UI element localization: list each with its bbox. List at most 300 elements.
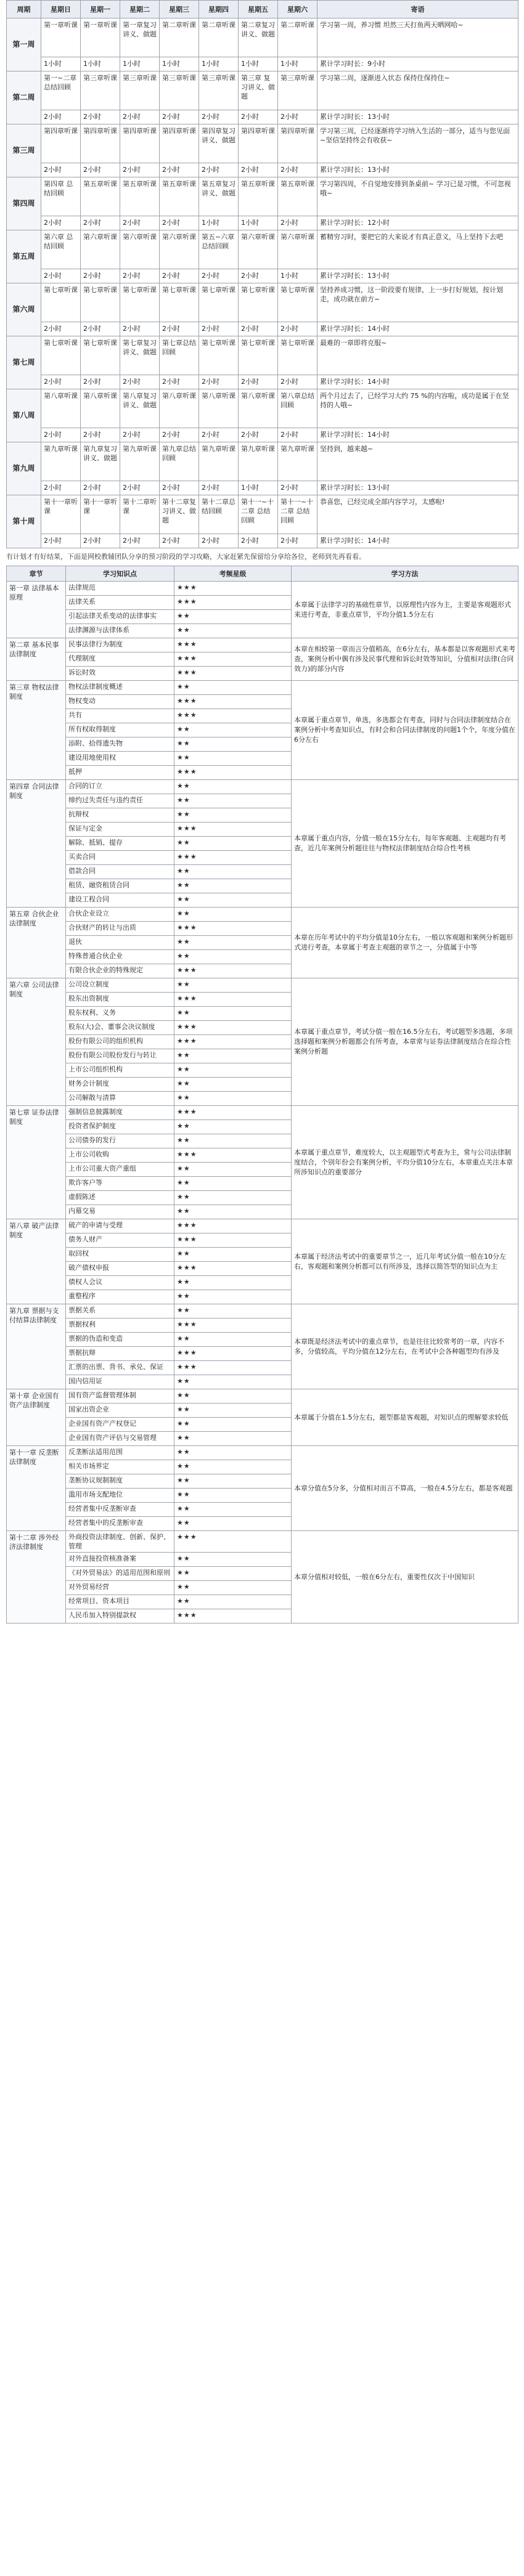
day-task: 第六章 总结回顾 (41, 230, 81, 269)
day-task: 第十一~十二章 总结回顾 (239, 495, 278, 534)
day-hours: 2小时 (199, 481, 239, 495)
day-task: 第八章听课 (199, 389, 239, 428)
knowledge-point: 债务人财产 (66, 1233, 174, 1248)
week-task-row (7, 177, 518, 216)
knowledge-point: 对外直接投资核准备案 (66, 1553, 174, 1567)
week-label: 第一周 (7, 18, 41, 71)
frequency-stars: ★★ (174, 624, 292, 638)
knowledge-point: 公司设立制度 (66, 978, 174, 993)
frequency-stars: ★★★ (174, 1262, 292, 1276)
day-hours: 2小时 (120, 534, 160, 548)
knowledge-point: 有限合伙企业的特殊规定 (66, 964, 174, 978)
day-hours: 2小时 (81, 216, 120, 230)
day-task: 第三章听课 (160, 71, 199, 110)
frequency-stars: ★★★ (174, 1021, 292, 1035)
day-task: 第七章听课 (239, 283, 278, 322)
day-hours: 2小时 (239, 534, 278, 548)
schedule-header-cell: 星期日 (41, 1, 81, 18)
day-hours: 2小时 (81, 269, 120, 283)
week-task-row (7, 495, 518, 534)
day-hours: 2小时 (160, 481, 199, 495)
day-hours: 2小时 (239, 110, 278, 124)
knowledge-point: 投资者保护制度 (66, 1120, 174, 1134)
day-task: 第七章听课 (81, 336, 120, 375)
frequency-stars: ★★ (174, 1489, 292, 1503)
week-label: 第十周 (7, 495, 41, 548)
frequency-stars: ★★★ (174, 1035, 292, 1049)
frequency-stars: ★★ (174, 610, 292, 624)
day-task: 第七章听课 (81, 283, 120, 322)
schedule-header-cell: 周期 (7, 1, 41, 18)
day-hours: 1小时 (239, 57, 278, 71)
week-task-row (7, 336, 518, 375)
day-hours: 2小时 (160, 322, 199, 336)
week-total: 累计学习时长：13小时 (317, 481, 518, 495)
method-header-cell: 考频星级 (174, 566, 292, 582)
schedule-header-cell: 星期四 (199, 1, 239, 18)
week-hours-row (7, 163, 518, 177)
day-hours: 2小时 (160, 216, 199, 230)
knowledge-point: 上市公司组织机构 (66, 1063, 174, 1078)
study-method: 本章属于法律学习的基础性章节，以原理性内容为主，主要是客观题形式来进行考查，非重点章节，平均分值1.5分左右 (292, 582, 518, 638)
day-hours: 1小时 (278, 57, 317, 71)
day-hours: 2小时 (41, 322, 81, 336)
week-hours-row (7, 481, 518, 495)
method-header-cell: 学习知识点 (66, 566, 174, 582)
day-task: 第六章听课 (81, 230, 120, 269)
frequency-stars: ★★ (174, 1163, 292, 1177)
day-hours: 2小时 (160, 375, 199, 389)
frequency-stars: ★★ (174, 950, 292, 964)
day-hours: 2小时 (278, 216, 317, 230)
study-method: 本章属于重点章节，难度较大，以主观题型式考查为主，常与公司法律制度结合，个别年份会有案例分析，平均分值10分左右，本章重点关注本章所涉知识点的重要部分 (292, 1106, 518, 1219)
knowledge-point: 上市公司收购 (66, 1148, 174, 1163)
week-total: 累计学习时长：12小时 (317, 216, 518, 230)
day-task: 第十一~十二章 总结回顾 (278, 495, 317, 534)
day-hours: 2小时 (41, 269, 81, 283)
day-hours: 2小时 (120, 163, 160, 177)
knowledge-point: 重整程序 (66, 1290, 174, 1304)
day-hours: 2小时 (278, 534, 317, 548)
knowledge-point: 破产的申请与受理 (66, 1219, 174, 1233)
frequency-stars: ★★ (174, 1248, 292, 1262)
knowledge-point: 合伙财产的转让与出质 (66, 922, 174, 936)
day-task: 第一章听课 (41, 18, 81, 57)
frequency-stars: ★★ (174, 1389, 292, 1404)
knowledge-point: 特殊普通合伙企业 (66, 950, 174, 964)
knowledge-point: 法律渊源与法律体系 (66, 624, 174, 638)
day-hours: 1小时 (199, 216, 239, 230)
day-task: 第九章复习讲义、做题 (81, 442, 120, 481)
day-task: 第一章复习讲义、做题 (120, 18, 160, 57)
week-tip: 学习第四周，不自觉地安排到条桌前~ 学习已是习惯，不可忽视哦~ (317, 177, 518, 216)
day-hours: 2小时 (239, 163, 278, 177)
knowledge-point: 票据的伪造和变造 (66, 1333, 174, 1347)
day-hours: 2小时 (160, 534, 199, 548)
week-tip: 学习第三周，已经逐渐将学习纳入生活的一部分，适当与您见面~坚信坚持终会有收获~ (317, 124, 518, 163)
week-tip: 蓄精穷习时，要把它的大来说才有真正意义，马上坚持下去吧 (317, 230, 518, 269)
schedule-header-cell: 星期三 (160, 1, 199, 18)
day-hours: 2小时 (239, 322, 278, 336)
day-task: 第六章听课 (239, 230, 278, 269)
day-task: 第七章听课 (278, 336, 317, 375)
week-task-row (7, 283, 518, 322)
week-label: 第四周 (7, 177, 41, 230)
frequency-stars: ★★★ (174, 766, 292, 780)
knowledge-point: 股东(大)会、董事会决议制度 (66, 1021, 174, 1035)
week-label: 第六周 (7, 283, 41, 336)
knowledge-point: 国家出资企业 (66, 1404, 174, 1418)
method-row (7, 638, 518, 652)
day-hours: 2小时 (160, 110, 199, 124)
knowledge-point: 物权法律制度概述 (66, 681, 174, 695)
frequency-stars: ★★★ (174, 638, 292, 652)
frequency-stars: ★★ (174, 737, 292, 752)
schedule-header-cell: 星期五 (239, 1, 278, 18)
chapter-name: 第十章 企业国有资产法律制度 (7, 1389, 66, 1446)
week-total: 累计学习时长：14小时 (317, 375, 518, 389)
study-method: 本章属于重点章节，单选，多选都会有考查，同时与合同法律制度结合在案例分析中考查知识点，有时会和合同法律制度的问题1个个，年度分值在6分左右 (292, 681, 518, 780)
knowledge-point: 股份有限公司股份发行与转让 (66, 1049, 174, 1063)
method-row (7, 1219, 518, 1233)
day-task: 第四章 总结回顾 (41, 177, 81, 216)
day-task: 第七章复习讲义、做题 (120, 336, 160, 375)
frequency-stars: ★★★ (174, 652, 292, 667)
week-hours-row (7, 375, 518, 389)
frequency-stars: ★★★ (174, 851, 292, 865)
knowledge-point: 缔约过失责任与违约责任 (66, 794, 174, 808)
knowledge-point: 退伙 (66, 936, 174, 950)
day-hours: 2小时 (41, 375, 81, 389)
week-hours-row (7, 428, 518, 442)
knowledge-point: 解除、抵销、提存 (66, 837, 174, 851)
knowledge-point: 反垄断法适用范围 (66, 1446, 174, 1460)
frequency-stars: ★★★ (174, 1361, 292, 1375)
day-task: 第五章听课 (160, 177, 199, 216)
frequency-stars: ★★ (174, 1276, 292, 1290)
method-header-row (7, 566, 518, 582)
frequency-stars: ★★ (174, 1553, 292, 1567)
schedule-header-cell: 星期二 (120, 1, 160, 18)
knowledge-point: 强制信息披露制度 (66, 1106, 174, 1120)
schedule-header-row (7, 1, 518, 18)
chapter-name: 第五章 合伙企业法律制度 (7, 908, 66, 978)
day-task: 第六章听课 (160, 230, 199, 269)
knowledge-point: 合同的订立 (66, 780, 174, 794)
day-hours: 2小时 (278, 163, 317, 177)
day-hours: 1小时 (239, 216, 278, 230)
week-tip: 学习第二周，逐渐进入状态 保持住保持住~ (317, 71, 518, 110)
study-method-table (6, 566, 518, 1623)
week-task-row (7, 389, 518, 428)
frequency-stars: ★★★ (174, 1318, 292, 1333)
day-task: 第二章听课 (160, 18, 199, 57)
day-hours: 2小时 (41, 534, 81, 548)
day-task: 第四章听课 (81, 124, 120, 163)
day-hours: 2小时 (278, 375, 317, 389)
week-total: 累计学习时长：14小时 (317, 428, 518, 442)
frequency-stars: ★★★ (174, 964, 292, 978)
knowledge-point: 票据权利 (66, 1318, 174, 1333)
chapter-name: 第十二章 涉外经济法律制度 (7, 1531, 66, 1623)
frequency-stars: ★★ (174, 978, 292, 993)
day-hours: 2小时 (239, 375, 278, 389)
knowledge-point: 汇票的出票、背书、承兑、保证 (66, 1361, 174, 1375)
day-hours: 2小时 (120, 322, 160, 336)
frequency-stars: ★★★ (174, 823, 292, 837)
knowledge-point: 建设工程合同 (66, 893, 174, 908)
week-task-row (7, 442, 518, 481)
study-method: 本章在历年考试中的平均分值是10分左右，一般以客观题和案例分析题形式进行考查，本章属于考查主观题的章节之一，分值属于中等 (292, 908, 518, 978)
day-hours: 2小时 (120, 269, 160, 283)
knowledge-point: 企业国有资产评估与交易管理 (66, 1432, 174, 1446)
knowledge-point: 抗辩权 (66, 808, 174, 823)
day-task: 第五章听课 (278, 177, 317, 216)
day-hours: 1小时 (239, 481, 278, 495)
knowledge-point: 票据抗辩 (66, 1347, 174, 1361)
week-hours-row (7, 57, 518, 71)
knowledge-point: 股东出资制度 (66, 993, 174, 1007)
week-hours-row (7, 534, 518, 548)
day-task: 第八章听课 (160, 389, 199, 428)
knowledge-point: 外商投资法律制度、创新、保护、管理 (66, 1531, 174, 1553)
knowledge-point: 所有权取得制度 (66, 723, 174, 737)
method-row (7, 1389, 518, 1404)
week-tip: 学习第一周，养习惯 坦然三天打鱼两天晒网哈~ (317, 18, 518, 57)
day-task: 第八章复习讲义、做题 (120, 389, 160, 428)
day-hours: 1小时 (199, 57, 239, 71)
day-hours: 2小时 (199, 110, 239, 124)
frequency-stars: ★★★ (174, 1148, 292, 1163)
frequency-stars: ★★ (174, 794, 292, 808)
day-hours: 2小时 (120, 428, 160, 442)
day-hours: 2小时 (41, 163, 81, 177)
week-label: 第九周 (7, 442, 41, 495)
frequency-stars: ★★★ (174, 1233, 292, 1248)
frequency-stars: ★★ (174, 1191, 292, 1205)
week-total: 累计学习时长：14小时 (317, 534, 518, 548)
knowledge-point: 企业国有资产产权登记 (66, 1418, 174, 1432)
knowledge-point: 对外贸易经营 (66, 1581, 174, 1595)
knowledge-point: 票据关系 (66, 1304, 174, 1318)
week-hours-row (7, 110, 518, 124)
day-task: 第九章听课 (41, 442, 81, 481)
study-method: 本章在相较第一章而言分值稍高，在6分左右，基本都是以客观题形式来考查，案例分析中偶有涉及民事代理和诉讼时效等知识，分值相对法律(合同效力)的部分内容 (292, 638, 518, 681)
day-hours: 2小时 (120, 481, 160, 495)
frequency-stars: ★★★ (174, 1106, 292, 1120)
day-task: 第四章听课 (278, 124, 317, 163)
day-task: 第七章总结回顾 (160, 336, 199, 375)
frequency-stars: ★★ (174, 808, 292, 823)
frequency-stars: ★★ (174, 1581, 292, 1595)
frequency-stars: ★★ (174, 1304, 292, 1318)
day-hours: 2小时 (278, 428, 317, 442)
day-hours: 2小时 (81, 163, 120, 177)
day-task: 第五章听课 (239, 177, 278, 216)
frequency-stars: ★★ (174, 893, 292, 908)
knowledge-point: 建设用地使用权 (66, 752, 174, 766)
frequency-stars: ★★★ (174, 695, 292, 709)
knowledge-point: 欺诈客户等 (66, 1177, 174, 1191)
day-task: 第四章听课 (160, 124, 199, 163)
week-task-row (7, 18, 518, 57)
day-task: 第七章听课 (41, 336, 81, 375)
knowledge-point: 买卖合同 (66, 851, 174, 865)
frequency-stars: ★★ (174, 1432, 292, 1446)
week-label: 第三周 (7, 124, 41, 177)
frequency-stars: ★★★ (174, 922, 292, 936)
day-task: 第四章听课 (239, 124, 278, 163)
week-task-row (7, 71, 518, 110)
knowledge-point: 保证与定金 (66, 823, 174, 837)
day-hours: 2小时 (199, 322, 239, 336)
knowledge-point: 经常项目、资本项目 (66, 1595, 174, 1609)
frequency-stars: ★★ (174, 837, 292, 851)
knowledge-point: 公司债券的发行 (66, 1134, 174, 1148)
study-method: 本章属于经济法考试中的重要章节之一，近几年考试分值一般在10分左右，客观题和案例分析都可以有所涉及，选择以简答型的知识点为主 (292, 1219, 518, 1304)
method-row (7, 1446, 518, 1460)
day-task: 第三章听课 (81, 71, 120, 110)
week-tip: 恭喜您，已经完成全部内容学习，太感啦! (317, 495, 518, 534)
method-row (7, 1106, 518, 1120)
day-task: 第二章听课 (199, 18, 239, 57)
day-hours: 1小时 (81, 57, 120, 71)
day-task: 第四章复习讲义、做题 (199, 124, 239, 163)
knowledge-point: 公司解散与清算 (66, 1092, 174, 1106)
week-label: 第二周 (7, 71, 41, 124)
knowledge-point: 租赁、融资租赁合同 (66, 879, 174, 893)
day-task: 第八章总结回顾 (278, 389, 317, 428)
knowledge-point: 代理制度 (66, 652, 174, 667)
knowledge-point: 民事法律行为制度 (66, 638, 174, 652)
day-hours: 1小时 (278, 269, 317, 283)
day-task: 第十二章听课 (120, 495, 160, 534)
frequency-stars: ★★ (174, 1007, 292, 1021)
frequency-stars: ★★ (174, 681, 292, 695)
method-row (7, 1531, 518, 1553)
knowledge-point: 合伙企业设立 (66, 908, 174, 922)
week-task-row (7, 124, 518, 163)
knowledge-point: 破产债权申报 (66, 1262, 174, 1276)
week-total: 累计学习时长：13小时 (317, 269, 518, 283)
day-task: 第七章听课 (199, 336, 239, 375)
frequency-stars: ★★ (174, 1517, 292, 1531)
day-hours: 2小时 (81, 110, 120, 124)
day-task: 第四章听课 (41, 124, 81, 163)
day-task: 第七章听课 (120, 283, 160, 322)
study-method: 本章属于重点内容，分值一般在15分左右，每年客观题、主观题均有考查，近几年案例分析题往往与物权法律制度结合综合性考核 (292, 780, 518, 908)
frequency-stars: ★★ (174, 1418, 292, 1432)
frequency-stars: ★★ (174, 1446, 292, 1460)
day-hours: 2小时 (160, 163, 199, 177)
week-total: 累计学习时长：13小时 (317, 163, 518, 177)
knowledge-point: 取回权 (66, 1248, 174, 1262)
day-hours: 2小时 (81, 428, 120, 442)
week-tip: 坚持到，越来越~ (317, 442, 518, 481)
frequency-stars: ★★ (174, 1134, 292, 1148)
study-method: 本章既是经济法考试中的重点章节，也是往往比较常考的一章，内容不多，分值较高，平均分值在12分左右，在考试中会各种题型均有涉及 (292, 1304, 518, 1389)
knowledge-point: 法律规范 (66, 582, 174, 596)
frequency-stars: ★★ (174, 752, 292, 766)
week-tip: 坚持养成习惯，这一阶段要有规律，上一步打好规划，按计划走，成功就在前方~ (317, 283, 518, 322)
study-method: 本章分值相对较低，一般在6分左右，重要性仅次于中国知识 (292, 1531, 518, 1623)
day-hours: 1小时 (41, 57, 81, 71)
day-task: 第三章 复习讲义、做题 (239, 71, 278, 110)
frequency-stars: ★★ (174, 936, 292, 950)
day-hours: 2小时 (120, 375, 160, 389)
day-hours: 2小时 (278, 481, 317, 495)
day-task: 第一~二章 总结回顾 (41, 71, 81, 110)
day-hours: 1小时 (160, 57, 199, 71)
frequency-stars: ★★★ (174, 1347, 292, 1361)
schedule-header-cell: 星期六 (278, 1, 317, 18)
day-hours: 2小时 (41, 216, 81, 230)
frequency-stars: ★★ (174, 1567, 292, 1581)
knowledge-point: 人民币加入特别提款权 (66, 1609, 174, 1623)
schedule-header-cell: 星期一 (81, 1, 120, 18)
week-label: 第七周 (7, 336, 41, 389)
week-label: 第五周 (7, 230, 41, 283)
day-task: 第十一章听课 (81, 495, 120, 534)
knowledge-point: 国有资产监督管理体制 (66, 1389, 174, 1404)
frequency-stars: ★★ (174, 1049, 292, 1063)
week-hours-row (7, 322, 518, 336)
frequency-stars: ★★★ (174, 993, 292, 1007)
week-tip: 两个月过去了，已经学习大约 75 %的内容啦，成功是属于在坚持的人哦~ (317, 389, 518, 428)
frequency-stars: ★★★ (174, 596, 292, 610)
frequency-stars: ★★★ (174, 582, 292, 596)
frequency-stars: ★★★ (174, 1219, 292, 1233)
frequency-stars: ★★ (174, 1205, 292, 1219)
knowledge-point: 相关市场界定 (66, 1460, 174, 1474)
knowledge-point: 抵押 (66, 766, 174, 780)
week-total: 累计学习时长：13小时 (317, 110, 518, 124)
frequency-stars: ★★ (174, 1460, 292, 1474)
frequency-stars: ★★ (174, 780, 292, 794)
frequency-stars: ★★ (174, 1375, 292, 1389)
day-task: 第七章听课 (160, 283, 199, 322)
frequency-stars: ★★★ (174, 709, 292, 723)
frequency-stars: ★★★ (174, 667, 292, 681)
chapter-name: 第九章 票据与支付结算法律制度 (7, 1304, 66, 1389)
day-hours: 2小时 (278, 110, 317, 124)
method-row (7, 978, 518, 993)
day-hours: 2小时 (160, 428, 199, 442)
day-task: 第八章听课 (41, 389, 81, 428)
week-total: 累计学习时长：9小时 (317, 57, 518, 71)
week-tip: 最难的一章即将克服~ (317, 336, 518, 375)
frequency-stars: ★★ (174, 1063, 292, 1078)
chapter-name: 第一章 法律基本原理 (7, 582, 66, 638)
day-task: 第三章听课 (199, 71, 239, 110)
day-hours: 2小时 (199, 534, 239, 548)
day-task: 第三章听课 (278, 71, 317, 110)
day-task: 第六章听课 (278, 230, 317, 269)
frequency-stars: ★★ (174, 1120, 292, 1134)
frequency-stars: ★★ (174, 1078, 292, 1092)
day-task: 第二章复习讲义、做题 (239, 18, 278, 57)
day-hours: 2小时 (41, 110, 81, 124)
day-hours: 2小时 (81, 481, 120, 495)
method-row (7, 1304, 518, 1318)
day-task: 第十一章听课 (41, 495, 81, 534)
chapter-name: 第七章 证券法律制度 (7, 1106, 66, 1219)
day-task: 第六章听课 (120, 230, 160, 269)
day-task: 第七章听课 (239, 336, 278, 375)
schedule-header-cell: 寄语 (317, 1, 518, 18)
knowledge-point: 物权变动 (66, 695, 174, 709)
method-row (7, 780, 518, 794)
